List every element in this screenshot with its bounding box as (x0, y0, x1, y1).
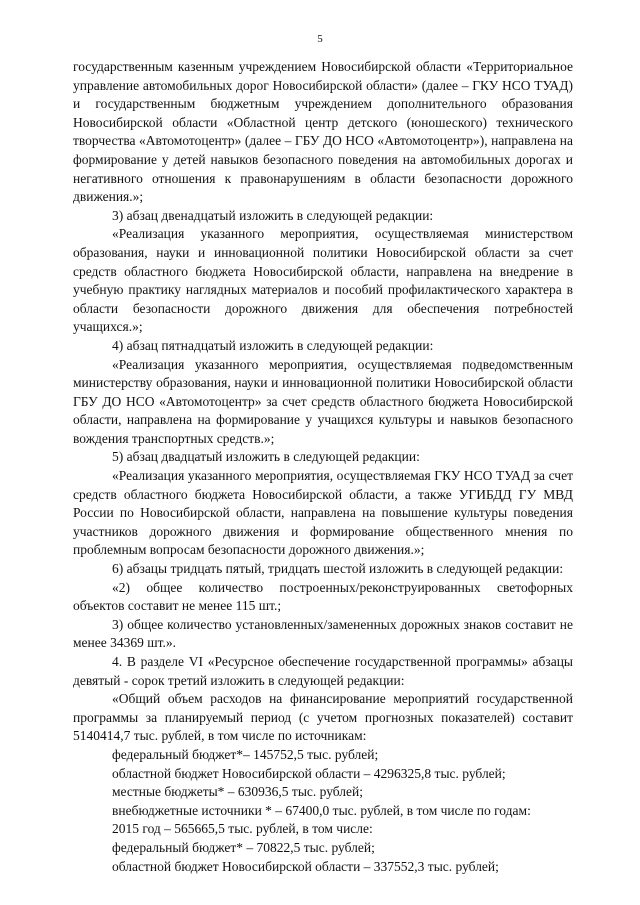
paragraph: федеральный бюджет* – 70822,5 тыс. рублей; (112, 839, 375, 855)
paragraph: «2) общее количество построенных/реконструированных светофорных объектов составит не менее 115 шт.; (73, 579, 573, 614)
paragraph: «Реализация указанного мероприятия, осуществляемая ГКУ НСО ТУАД за счет средств областного бюджета Новосибирской области, а также УГИБДД ГУ МВД России по Новосибирской области, направлена на повышение культуры поведения участников дорожного движения и формирование общественного мнения по проблемным вопросам безопасности дорожного движения.»; (73, 468, 573, 558)
page-number: 5 (317, 33, 323, 45)
document-body (73, 58, 573, 876)
paragraph: 4) абзац пятнадцатый изложить в следующей редакции: (112, 337, 434, 353)
paragraph: 6) абзацы тридцать пятый, тридцать шестой изложить в следующей редакции: (112, 561, 564, 577)
paragraph: «Реализация указанного мероприятия, осуществляемая подведомственным министерству образования, науки и инновационной политики Новосибирской области ГБУ ДО НСО «Автомотоцентр» за счет средств областного бюджета Новосибирской области, направлена на формирование у учащихся культуры и навыков безопасного вождения транспортных средств.»; (73, 356, 573, 446)
paragraph: государственным казенным учреждением Новосибирской области «Территориальное управление автомобильных дорог Новосибирской области» (далее – ГКУ НСО ТУАД) и государственным бюджетным учреждением дополнительного образования Новосибирской области «Областной центр детского (юношеского) технического творчества «Автомотоцентр» (далее – ГБУ ДО НСО «Автомотоцентр»), направлена на формирование у детей навыков безопасного поведения на автомобильных дорогах и негативного отношения к правонарушениям в области безопасности дорожного движения.»; (73, 59, 573, 205)
paragraph: «Реализация указанного мероприятия, осуществляемая министерством образования, науки и инновационной политики Новосибирской области за счет средств областного бюджета Новосибирской области, направлена на внедрение в учебную практику наглядных материалов и пособий профилактического характера в области безопасности дорожного движения для обеспечения потребностей учащихся.»; (73, 226, 573, 335)
paragraph: внебюджетные источники * – 67400,0 тыс. рублей, в том числе по годам: (112, 802, 531, 818)
paragraph: 5) абзац двадцатый изложить в следующей редакции: (112, 449, 420, 465)
paragraph: местные бюджеты* – 630936,5 тыс. рублей; (112, 784, 364, 800)
paragraph: 3) общее количество установленных/замененных дорожных знаков составит не менее 34369 шт.». (73, 616, 573, 651)
paragraph: 2015 год – 565665,5 тыс. рублей, в том числе: (112, 821, 373, 837)
paragraph: «Общий объем расходов на финансирование мероприятий государственной программы за планируемый период (с учетом прогнозных показателей) составит 5140414,7 тыс. рублей, в том числе по источникам: (73, 691, 573, 744)
paragraph: 4. В разделе VI «Ресурсное обеспечение государственной программы» абзацы девятый - сорок третий изложить в следующей редакции: (73, 654, 573, 688)
paragraph: 3) абзац двенадцатый изложить в следующей редакции: (112, 207, 434, 223)
paragraph: областной бюджет Новосибирской области – 4296325,8 тыс. рублей; (112, 765, 506, 781)
paragraph: областной бюджет Новосибирской области – 337552,3 тыс. рублей; (112, 858, 499, 874)
paragraph: федеральный бюджет*– 145752,5 тыс. рублей; (112, 746, 379, 762)
